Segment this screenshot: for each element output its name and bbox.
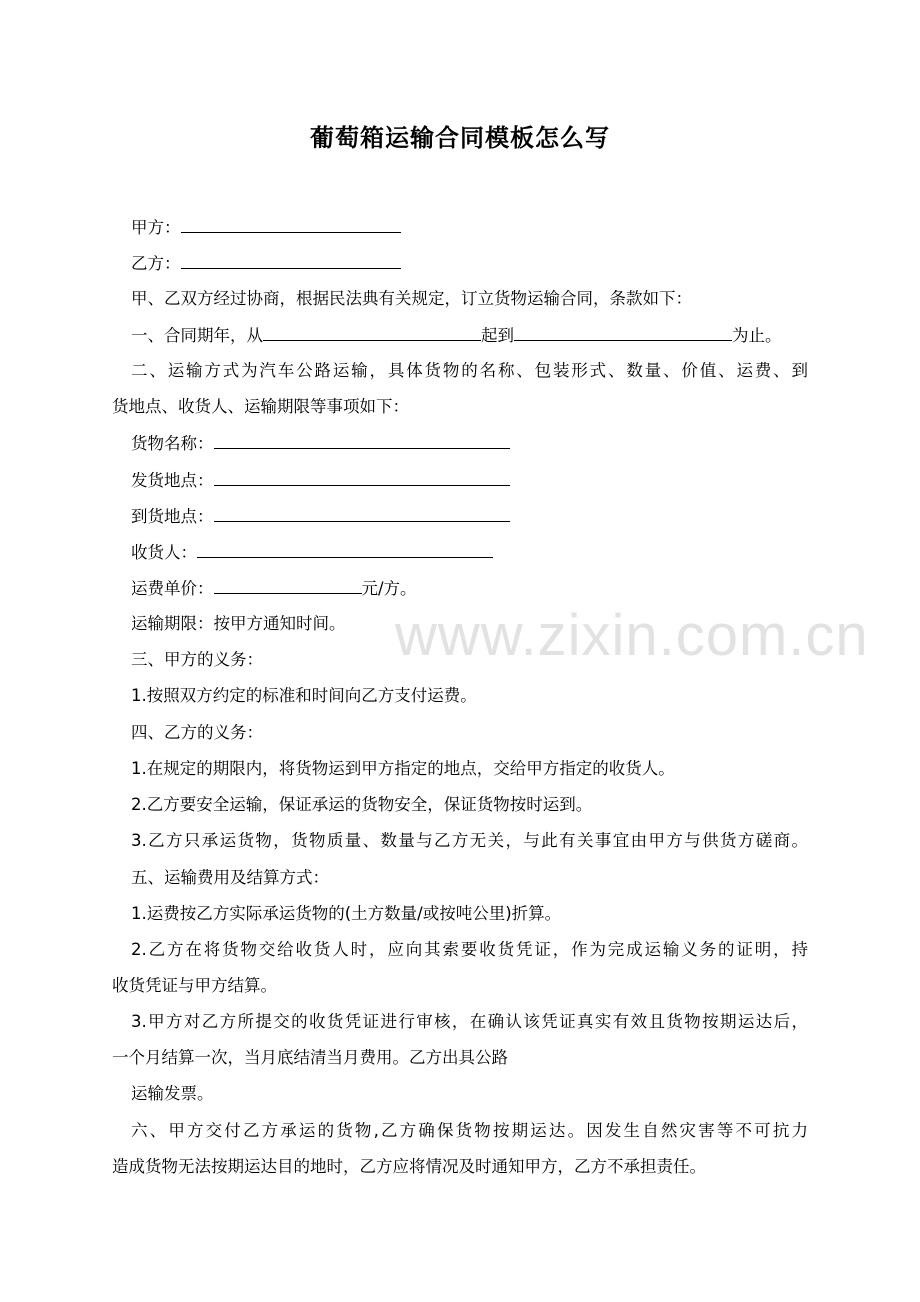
price-line — [131, 578, 417, 599]
ship-to-label: 到货地点： — [131, 507, 214, 526]
intro: 甲、乙双方经过协商，根据民法典有关规定，订立货物运输合同，条款如下： — [131, 289, 692, 308]
clause-4-item: 1.在规定的期限内，将货物运到甲方指定的地点，交给甲方指定的收货人。 — [131, 759, 675, 778]
party-a-label: 甲方： — [131, 218, 181, 237]
watermark: www.zixin.com.cn — [395, 603, 869, 668]
clause-1 — [131, 325, 782, 346]
goods-name-label: 货物名称： — [131, 434, 214, 453]
clause-4-item: 3.乙方只承运货物，货物质量、数量与乙方无关，与此有关事宜由甲方与供货方磋商。 — [131, 831, 808, 850]
document-title: 葡萄箱运输合同模板怎么写 — [310, 124, 610, 152]
party-b-label: 乙方： — [131, 254, 181, 273]
clause-4-heading: 四、乙方的义务： — [131, 723, 263, 742]
ship-from-blank — [214, 470, 510, 486]
party-a-blank — [181, 217, 401, 233]
ship-to-blank — [214, 506, 510, 522]
goods-name-line — [131, 433, 510, 454]
price-unit: 元/方。 — [361, 579, 417, 598]
clause-5-item: 1.运费按乙方实际承运货物的(土方数量/或按吨公里)折算。 — [131, 904, 562, 923]
clause-2-cont: 货地点、收货人、运输期限等事项如下： — [112, 397, 409, 416]
clause-5-item-cont: 一个月结算一次，当月底结清当月费用。乙方出具公路 — [112, 1048, 508, 1067]
party-b-blank — [181, 253, 401, 269]
ship-to-line — [131, 506, 510, 527]
consignee-label: 收货人： — [131, 543, 197, 562]
clause-1-text: 一、合同期年，从 — [131, 326, 263, 345]
goods-name-blank — [214, 433, 510, 449]
price-blank — [214, 578, 362, 594]
party-a-line — [131, 217, 401, 238]
consignee-blank — [197, 542, 493, 558]
ship-from-label: 发货地点： — [131, 471, 214, 490]
clause-4-item: 2.乙方要安全运输，保证承运的货物安全，保证货物按时运到。 — [131, 795, 593, 814]
ship-from-line — [131, 470, 510, 491]
clause-6: 六、甲方交付乙方承运的货物,乙方确保货物按期运达。因发生自然灾害等不可抗力 — [131, 1121, 808, 1140]
price-label: 运费单价： — [131, 579, 214, 598]
period-line: 运输期限：按甲方通知时间。 — [131, 614, 346, 633]
end-date-blank — [514, 325, 732, 341]
clause-5-item-cont: 运输发票。 — [131, 1084, 214, 1103]
clause-3-item: 1.按照双方约定的标准和时间向乙方支付运费。 — [131, 686, 477, 705]
clause-5-item: 3.甲方对乙方所提交的收货凭证进行审核，在确认该凭证真实有效且货物按期运达后， — [131, 1012, 808, 1031]
consignee-line — [131, 542, 493, 563]
clause-1-text: 起到 — [481, 326, 514, 345]
clause-3-heading: 三、甲方的义务： — [131, 650, 263, 669]
clause-5-item-cont: 收货凭证与甲方结算。 — [112, 976, 277, 995]
party-b-line — [131, 253, 401, 274]
clause-5-heading: 五、运输费用及结算方式： — [131, 868, 329, 887]
clause-5-item: 2.乙方在将货物交给收货人时，应向其索要收货凭证，作为完成运输义务的证明，持 — [131, 940, 808, 959]
start-date-blank — [263, 325, 481, 341]
clause-6-cont: 造成货物无法按期运达目的地时，乙方应将情况及时通知甲方，乙方不承担责任。 — [112, 1157, 706, 1176]
clause-1-text: 为止。 — [732, 326, 782, 345]
clause-2: 二、运输方式为汽车公路运输，具体货物的名称、包装形式、数量、价值、运费、到 — [131, 361, 808, 380]
